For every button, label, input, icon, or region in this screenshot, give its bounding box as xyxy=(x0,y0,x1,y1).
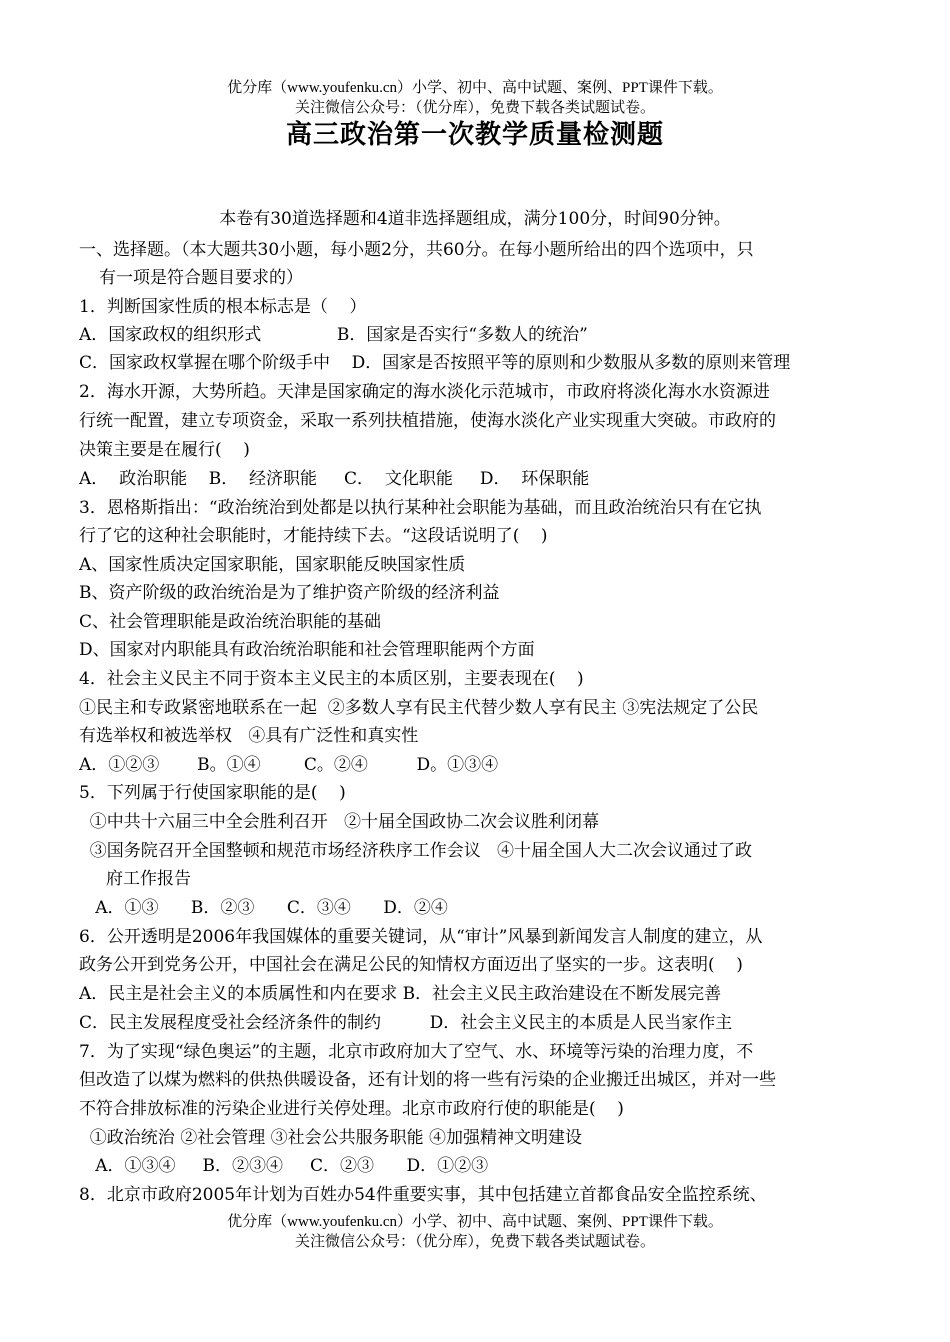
section-heading: 一、选择题。（本大题共30小题，每小题2分，共60分。在每小题所给出的四个选项中，只 xyxy=(79,240,754,260)
exam-instructions: 本卷有30道选择题和4道非选择题组成，满分100分，时间90分钟。 xyxy=(219,209,731,229)
question-4-options: A．①②③ B。①④ C。②④ D。①③④ xyxy=(79,755,499,775)
question-6-options-ab: A．民主是社会主义的本质属性和内在要求 B．社会主义民主政治建设在不断发展完善 xyxy=(79,984,722,1004)
question-7: 7．为了实现“绿色奥运”的主题，北京市政府加大了空气、水、环境等污染的治理力度，不 xyxy=(79,1042,754,1062)
question-1-options-ab: A．国家政权的组织形式 B．国家是否实行“多数人的统治” xyxy=(79,325,588,345)
section-heading-cont: 有一项是符合题目要求的） xyxy=(99,268,303,288)
question-7-cont: 不符合排放标准的污染企业进行关停处理。北京市政府行使的职能是( ) xyxy=(79,1099,624,1119)
footer-line-2: 关注微信公众号：（优分库），免费下载各类试题试卷。 xyxy=(294,1234,655,1250)
question-3-cont: 行了它的这种社会职能时，才能持续下去。“这段话说明了( ) xyxy=(79,526,548,546)
question-4-items: ①民主和专政紧密地联系在一起 ②多数人享有民主代替少数人享有民主 ③宪法规定了公民 xyxy=(79,698,759,718)
question-7-options: A．①③④ B．②③④ C．②③ D．①②③ xyxy=(79,1156,489,1176)
question-7-cont: 但改造了以煤为燃料的供热供暖设备，还有计划的将一些有污染的企业搬迁出城区，并对一些 xyxy=(79,1070,776,1090)
question-6-cont: 政务公开到党务公开，中国社会在满足公民的知情权方面迈出了坚实的一步。这表明( ) xyxy=(79,955,743,975)
question-8: 8．北京市政府2005年计划为百姓办54件重要实事，其中包括建立首都食品安全监控系统、 xyxy=(79,1185,767,1205)
question-2-options: A． 政治职能 B． 经济职能 C． 文化职能 D． 环保职能 xyxy=(79,469,590,489)
question-4: 4．社会主义民主不同于资本主义民主的本质区别，主要表现在( ) xyxy=(79,669,584,689)
question-5-items: ③国务院召开全国整顿和规范市场经济秩序工作会议 ④十届全国人大二次会议通过了政 xyxy=(79,841,753,861)
question-5-items-cont: 府工作报告 xyxy=(79,869,192,889)
footer-line-1: 优分库（www.youfenku.cn）小学、初中、高中试题、案例、PPT课件下载。 xyxy=(227,1214,723,1230)
question-5-options: A．①③ B．②③ C．③④ D．②④ xyxy=(79,898,448,918)
question-3: 3．恩格斯指出：“政治统治到处都是以执行某种社会职能为基础，而且政治统治只有在它执 xyxy=(79,498,762,518)
header-line-2: 关注微信公众号：（优分库），免费下载各类试题试卷。 xyxy=(294,100,655,116)
question-3-option-b: B、资产阶级的政治统治是为了维护资产阶级的经济利益 xyxy=(79,583,500,603)
question-3-option-d: D、国家对内职能具有政治统治职能和社会管理职能两个方面 xyxy=(79,640,535,660)
page-title: 高三政治第一次教学质量检测题 xyxy=(285,120,664,150)
question-2-cont: 行统一配置，建立专项资金，采取一系列扶植措施，使海水淡化产业实现重大突破。市政府的 xyxy=(79,411,776,431)
question-1: 1．判断国家性质的根本标志是（ ） xyxy=(79,297,367,317)
question-7-items: ①政治统治 ②社会管理 ③社会公共服务职能 ④加强精神文明建设 xyxy=(79,1128,583,1148)
question-3-option-c: C、社会管理职能是政治统治职能的基础 xyxy=(79,612,382,632)
question-1-options-cd: C．国家政权掌握在哪个阶级手中 D．国家是否按照平等的原则和少数服从多数的原则来管理 xyxy=(79,353,791,373)
header-line-1: 优分库（www.youfenku.cn）小学、初中、高中试题、案例、PPT课件下载。 xyxy=(227,80,723,96)
question-2-cont: 决策主要是在履行( ) xyxy=(79,440,250,460)
question-6-options-cd: C．民主发展程度受社会经济条件的制约 D．社会主义民主的本质是人民当家作主 xyxy=(79,1013,733,1033)
question-2: 2．海水开源，大势所趋。天津是国家确定的海水淡化示范城市，市政府将淡化海水水资源进 xyxy=(79,382,770,402)
question-5: 5．下列属于行使国家职能的是( ) xyxy=(79,783,346,803)
question-3-option-a: A、国家性质决定国家职能，国家职能反映国家性质 xyxy=(79,555,466,575)
question-5-items: ①中共十六届三中全会胜利召开 ②十届全国政协二次会议胜利闭幕 xyxy=(79,812,600,832)
question-4-items-cont: 有选举权和被选举权 ④具有广泛性和真实性 xyxy=(79,726,419,746)
question-6: 6．公开透明是2006年我国媒体的重要关键词，从“审计”风暴到新闻发言人制度的建立，从 xyxy=(79,927,763,947)
